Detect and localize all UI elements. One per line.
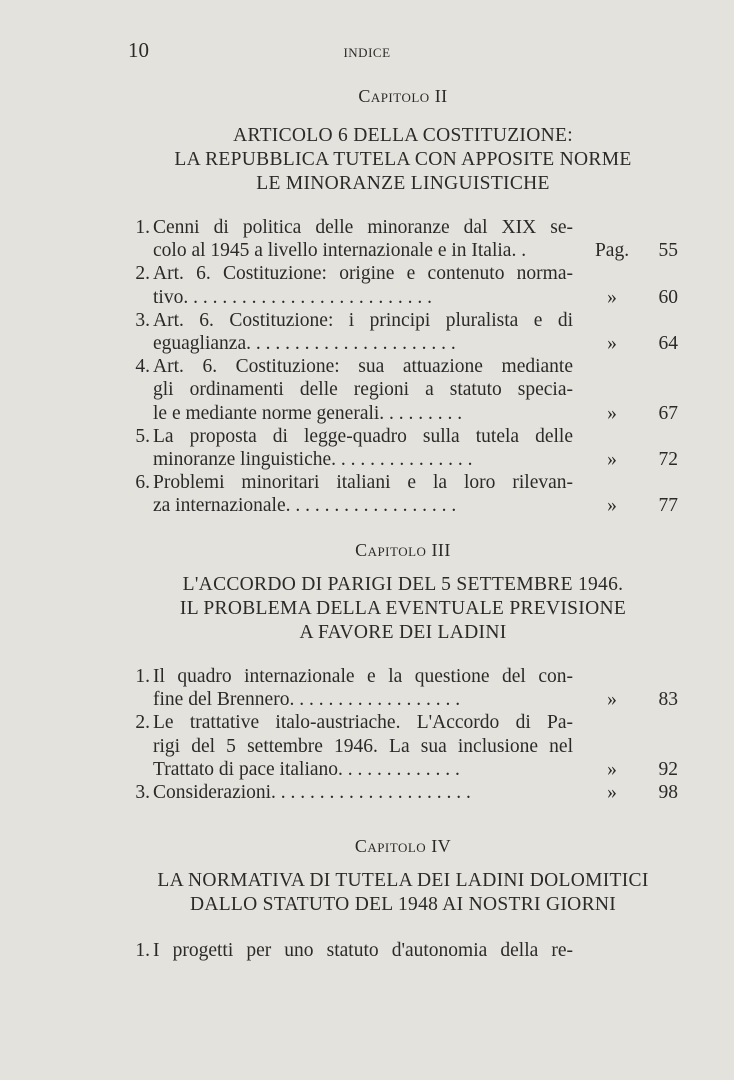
toc-entry[interactable] xyxy=(128,355,678,425)
entry-text-line: Le trattative italo-austriache. L'Accordo di Pa- xyxy=(153,712,573,734)
chapter-title-line: ARTICOLO 6 DELLA COSTITUZIONE: xyxy=(233,125,573,146)
ditto-mark: » xyxy=(607,758,617,780)
entry-text-line: Il quadro internazionale e la questione del con- xyxy=(153,666,573,687)
chapter-3 xyxy=(128,540,678,804)
chapter-4 xyxy=(128,836,678,962)
entry-text-line: Considerazioni. . . . . . . . . . . . . . . . . . . . . xyxy=(153,782,471,804)
entry-number: 5. xyxy=(135,425,150,447)
entry-page: 77 xyxy=(658,495,678,517)
entry-text-line: le e mediante norme generali. . . . . . . . . xyxy=(153,402,463,424)
ditto-mark: » xyxy=(607,689,617,711)
entry-number: 1. xyxy=(135,217,150,238)
entry-number: 3. xyxy=(135,309,150,331)
entry-text-line: I progetti per uno statuto d'autonomia della re- xyxy=(153,940,573,961)
toc-entry[interactable] xyxy=(128,262,678,308)
entry-page: 72 xyxy=(658,449,678,471)
toc-entry[interactable] xyxy=(128,216,678,262)
page-prefix: Pag. xyxy=(594,240,630,262)
ditto-mark: » xyxy=(607,782,617,804)
toc-entry[interactable] xyxy=(128,665,678,711)
chapter-2 xyxy=(128,86,678,518)
toc-entries xyxy=(128,216,678,518)
entry-number: 1. xyxy=(135,940,150,961)
entry-number: 2. xyxy=(135,712,150,734)
entry-text-line: za internazionale. . . . . . . . . . . . . . . . . . xyxy=(153,495,457,517)
ditto-mark: » xyxy=(607,333,617,354)
entry-text-line: tivo. . . . . . . . . . . . . . . . . . . . . . . . . . xyxy=(153,286,432,308)
entry-number: 2. xyxy=(135,263,150,285)
entry-page: 60 xyxy=(658,286,678,308)
entry-page: 64 xyxy=(658,333,678,354)
entry-text-line: fine del Brennero. . . . . . . . . . . . . . . . . . xyxy=(153,689,461,711)
entry-text-line: minoranze linguistiche. . . . . . . . . . . . . . . xyxy=(153,449,473,471)
ditto-mark: » xyxy=(607,495,617,517)
page-number: 10 xyxy=(128,38,149,62)
entry-page: 67 xyxy=(658,402,678,424)
toc-entry[interactable] xyxy=(128,471,678,517)
toc-entry[interactable] xyxy=(128,425,678,471)
chapter-title-line: DALLO STATUTO DEL 1948 AI NOSTRI GIORNI xyxy=(189,894,617,915)
entry-text-line: La proposta di legge-quadro sulla tutela delle xyxy=(153,425,573,447)
entry-text-line: rigi del 5 settembre 1946. La sua inclusione nel xyxy=(153,735,573,757)
chapter-label: Capitolo IV xyxy=(354,836,452,856)
chapter-title-line: L'ACCORDO DI PARIGI DEL 5 SETTEMBRE 1946. xyxy=(182,574,624,595)
toc-entry[interactable] xyxy=(128,939,678,962)
ditto-mark: » xyxy=(607,286,617,308)
chapter-label: Capitolo III xyxy=(355,540,451,560)
chapter-title-line: LA REPUBBLICA TUTELA CON APPOSITE NORME xyxy=(174,149,632,170)
entry-number: 1. xyxy=(135,666,150,687)
entry-page: 92 xyxy=(658,758,678,780)
chapter-title-line: A FAVORE DEI LADINI xyxy=(299,622,507,643)
ditto-mark: » xyxy=(607,449,617,471)
toc-entry[interactable] xyxy=(128,711,678,781)
entry-page: 83 xyxy=(658,689,678,711)
entry-number: 3. xyxy=(135,782,150,804)
entry-page: 98 xyxy=(658,782,678,804)
entry-text-line: colo al 1945 a livello internazionale e in Italia. . xyxy=(153,240,527,262)
entry-page: 55 xyxy=(658,240,678,262)
entry-number: 6. xyxy=(135,472,150,494)
entry-text-line: Art. 6. Costituzione: sua attuazione mediante xyxy=(153,356,573,378)
toc-entry[interactable] xyxy=(128,781,678,804)
entry-text-line: Problemi minoritari italiani e la loro rilevan- xyxy=(153,472,573,494)
entry-text-line: Trattato di pace italiano. . . . . . . . . . . . . xyxy=(153,758,460,780)
entry-text-line: gli ordinamenti delle regioni a statuto specia- xyxy=(153,379,573,401)
chapter-title-line: LA NORMATIVA DI TUTELA DEI LADINI DOLOMITICI xyxy=(157,870,649,891)
toc-entries xyxy=(128,939,678,962)
chapter-title-line: LE MINORANZE LINGUISTICHE xyxy=(256,173,550,194)
entry-text-line: Cenni di politica delle minoranze dal XIX se- xyxy=(153,217,573,238)
chapter-title-line: IL PROBLEMA DELLA EVENTUALE PREVISIONE xyxy=(179,598,627,619)
entry-text-line: eguaglianza. . . . . . . . . . . . . . . . . . . . . . xyxy=(153,333,456,355)
entry-text-line: Art. 6. Costituzione: origine e contenuto norma- xyxy=(153,263,573,285)
ditto-mark: » xyxy=(607,402,617,424)
entry-text-line: Art. 6. Costituzione: i principi pluralista e di xyxy=(153,309,573,331)
chapter-label: Capitolo II xyxy=(358,86,448,106)
entry-number: 4. xyxy=(135,356,150,378)
toc-entries xyxy=(128,665,678,804)
running-head: INDICE xyxy=(343,45,391,60)
toc-entry[interactable] xyxy=(128,309,678,355)
